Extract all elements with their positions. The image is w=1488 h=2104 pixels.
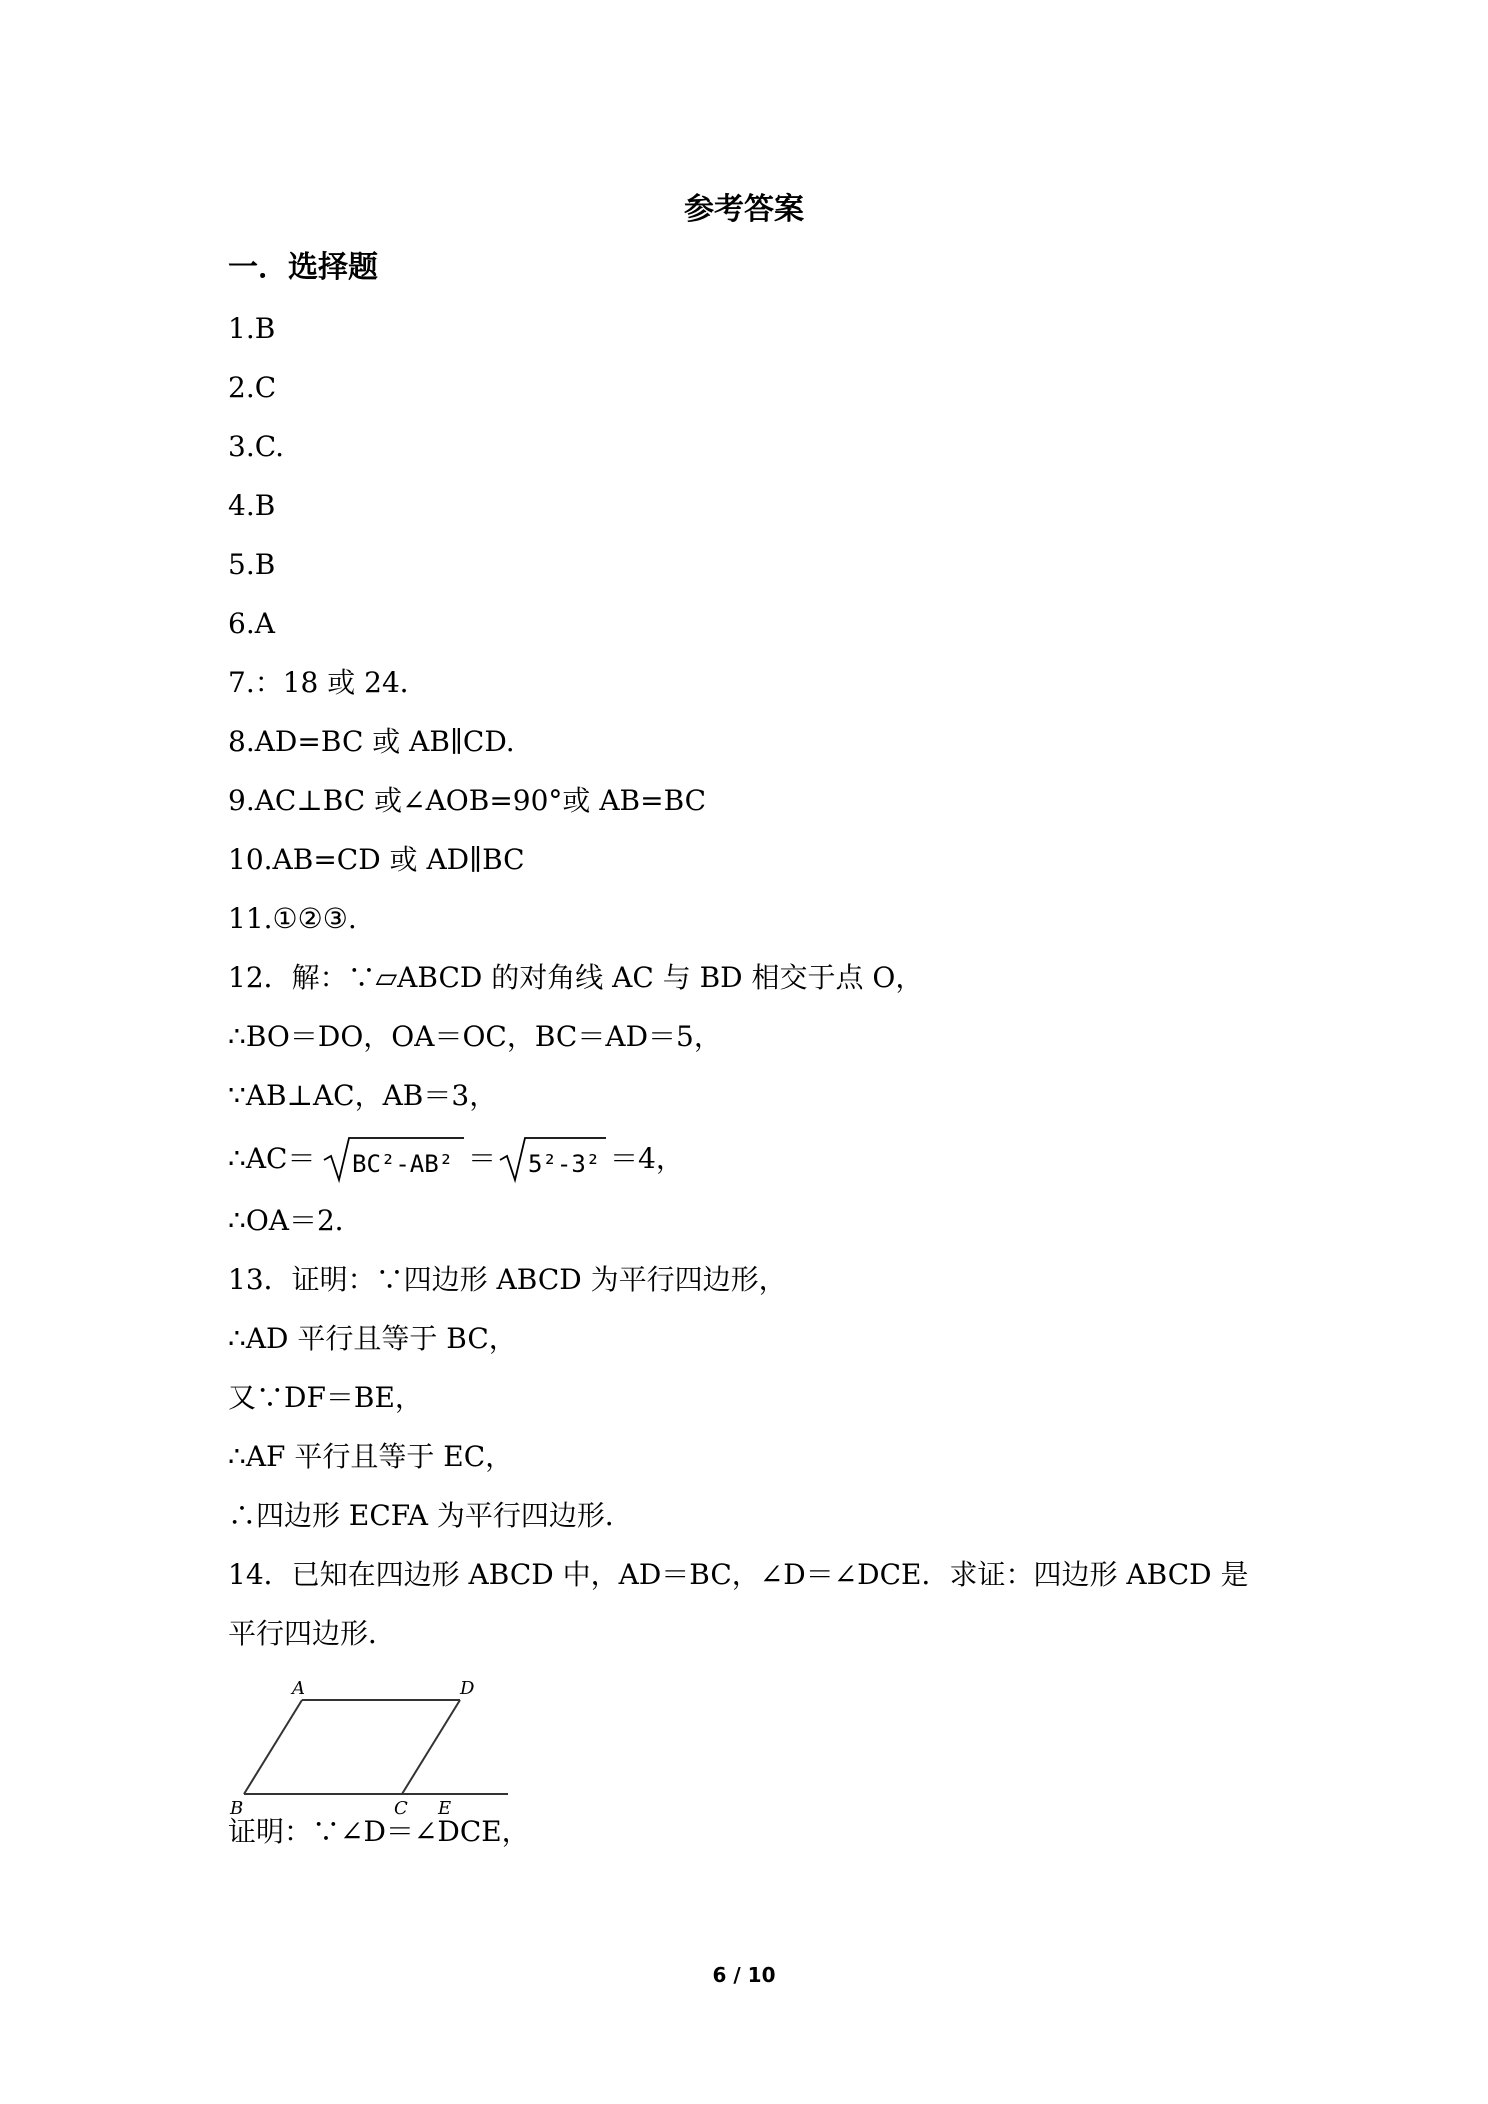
answer-9: 9.AC⊥BC 或∠AOB=90°或 AB=BC (228, 784, 707, 817)
formula-suffix: ＝4， (610, 1142, 684, 1175)
page-title: 参考答案 (684, 192, 804, 227)
answer-5: 5.B (228, 548, 276, 581)
q12-line-1: 12．解：∵▱ABCD 的对角线 AC 与 BD 相交于点 O， (228, 961, 924, 994)
answer-3: 3.C. (228, 430, 285, 463)
q14-line-1: 14．已知在四边形 ABCD 中，AD＝BC，∠D＝∠DCE．求证：四边形 ABCD 是 (228, 1558, 1249, 1591)
page-number: 6 / 10 (712, 1963, 776, 1987)
label-d: D (460, 1678, 475, 1699)
radicand-2: 5²-3² (528, 1150, 601, 1178)
answer-10: 10.AB=CD 或 AD∥BC (228, 843, 525, 876)
q12-line-2: ∴BO＝DO，OA＝OC，BC＝AD＝5， (228, 1020, 722, 1053)
label-a: A (292, 1678, 305, 1699)
section-heading: 一．选择题 (228, 250, 378, 285)
q12-line-3: ∵AB⊥AC，AB＝3， (228, 1079, 498, 1112)
answer-4: 4.B (228, 489, 276, 522)
q12-line-4-formula (228, 1130, 688, 1190)
q13-line-1: 13．证明：∵四边形 ABCD 为平行四边形， (228, 1263, 787, 1296)
q13-line-3: 又∵DF＝BE， (228, 1381, 423, 1414)
answer-1: 1.B (228, 312, 276, 345)
q13-line-5: ∴四边形 ECFA 为平行四边形． (228, 1499, 633, 1532)
answer-11: 11.①②③. (228, 902, 357, 935)
edge-dc (402, 1700, 460, 1794)
label-e: E (438, 1798, 452, 1818)
answer-2: 2.C (228, 371, 277, 404)
q14-line-3: 证明：∵∠D＝∠DCE， (228, 1815, 530, 1848)
formula-prefix: ∴AC＝ (228, 1142, 316, 1175)
parallelogram-figure (226, 1678, 516, 1822)
answer-6: 6.A (228, 607, 275, 640)
q12-line-5: ∴OA＝2． (228, 1204, 363, 1237)
q13-line-4: ∴AF 平行且等于 EC， (228, 1440, 514, 1473)
q13-line-2: ∴AD 平行且等于 BC， (228, 1322, 517, 1355)
label-c: C (394, 1798, 408, 1818)
formula-equals: ＝ (468, 1142, 497, 1175)
answer-7: 7.：18 或 24． (228, 666, 428, 699)
answer-8: 8.AD=BC 或 AB∥CD. (228, 725, 515, 758)
radicand-1: BC²-AB² (352, 1150, 454, 1178)
label-b: B (230, 1798, 244, 1818)
q14-line-2: 平行四边形． (228, 1617, 397, 1650)
edge-ab (244, 1700, 302, 1794)
